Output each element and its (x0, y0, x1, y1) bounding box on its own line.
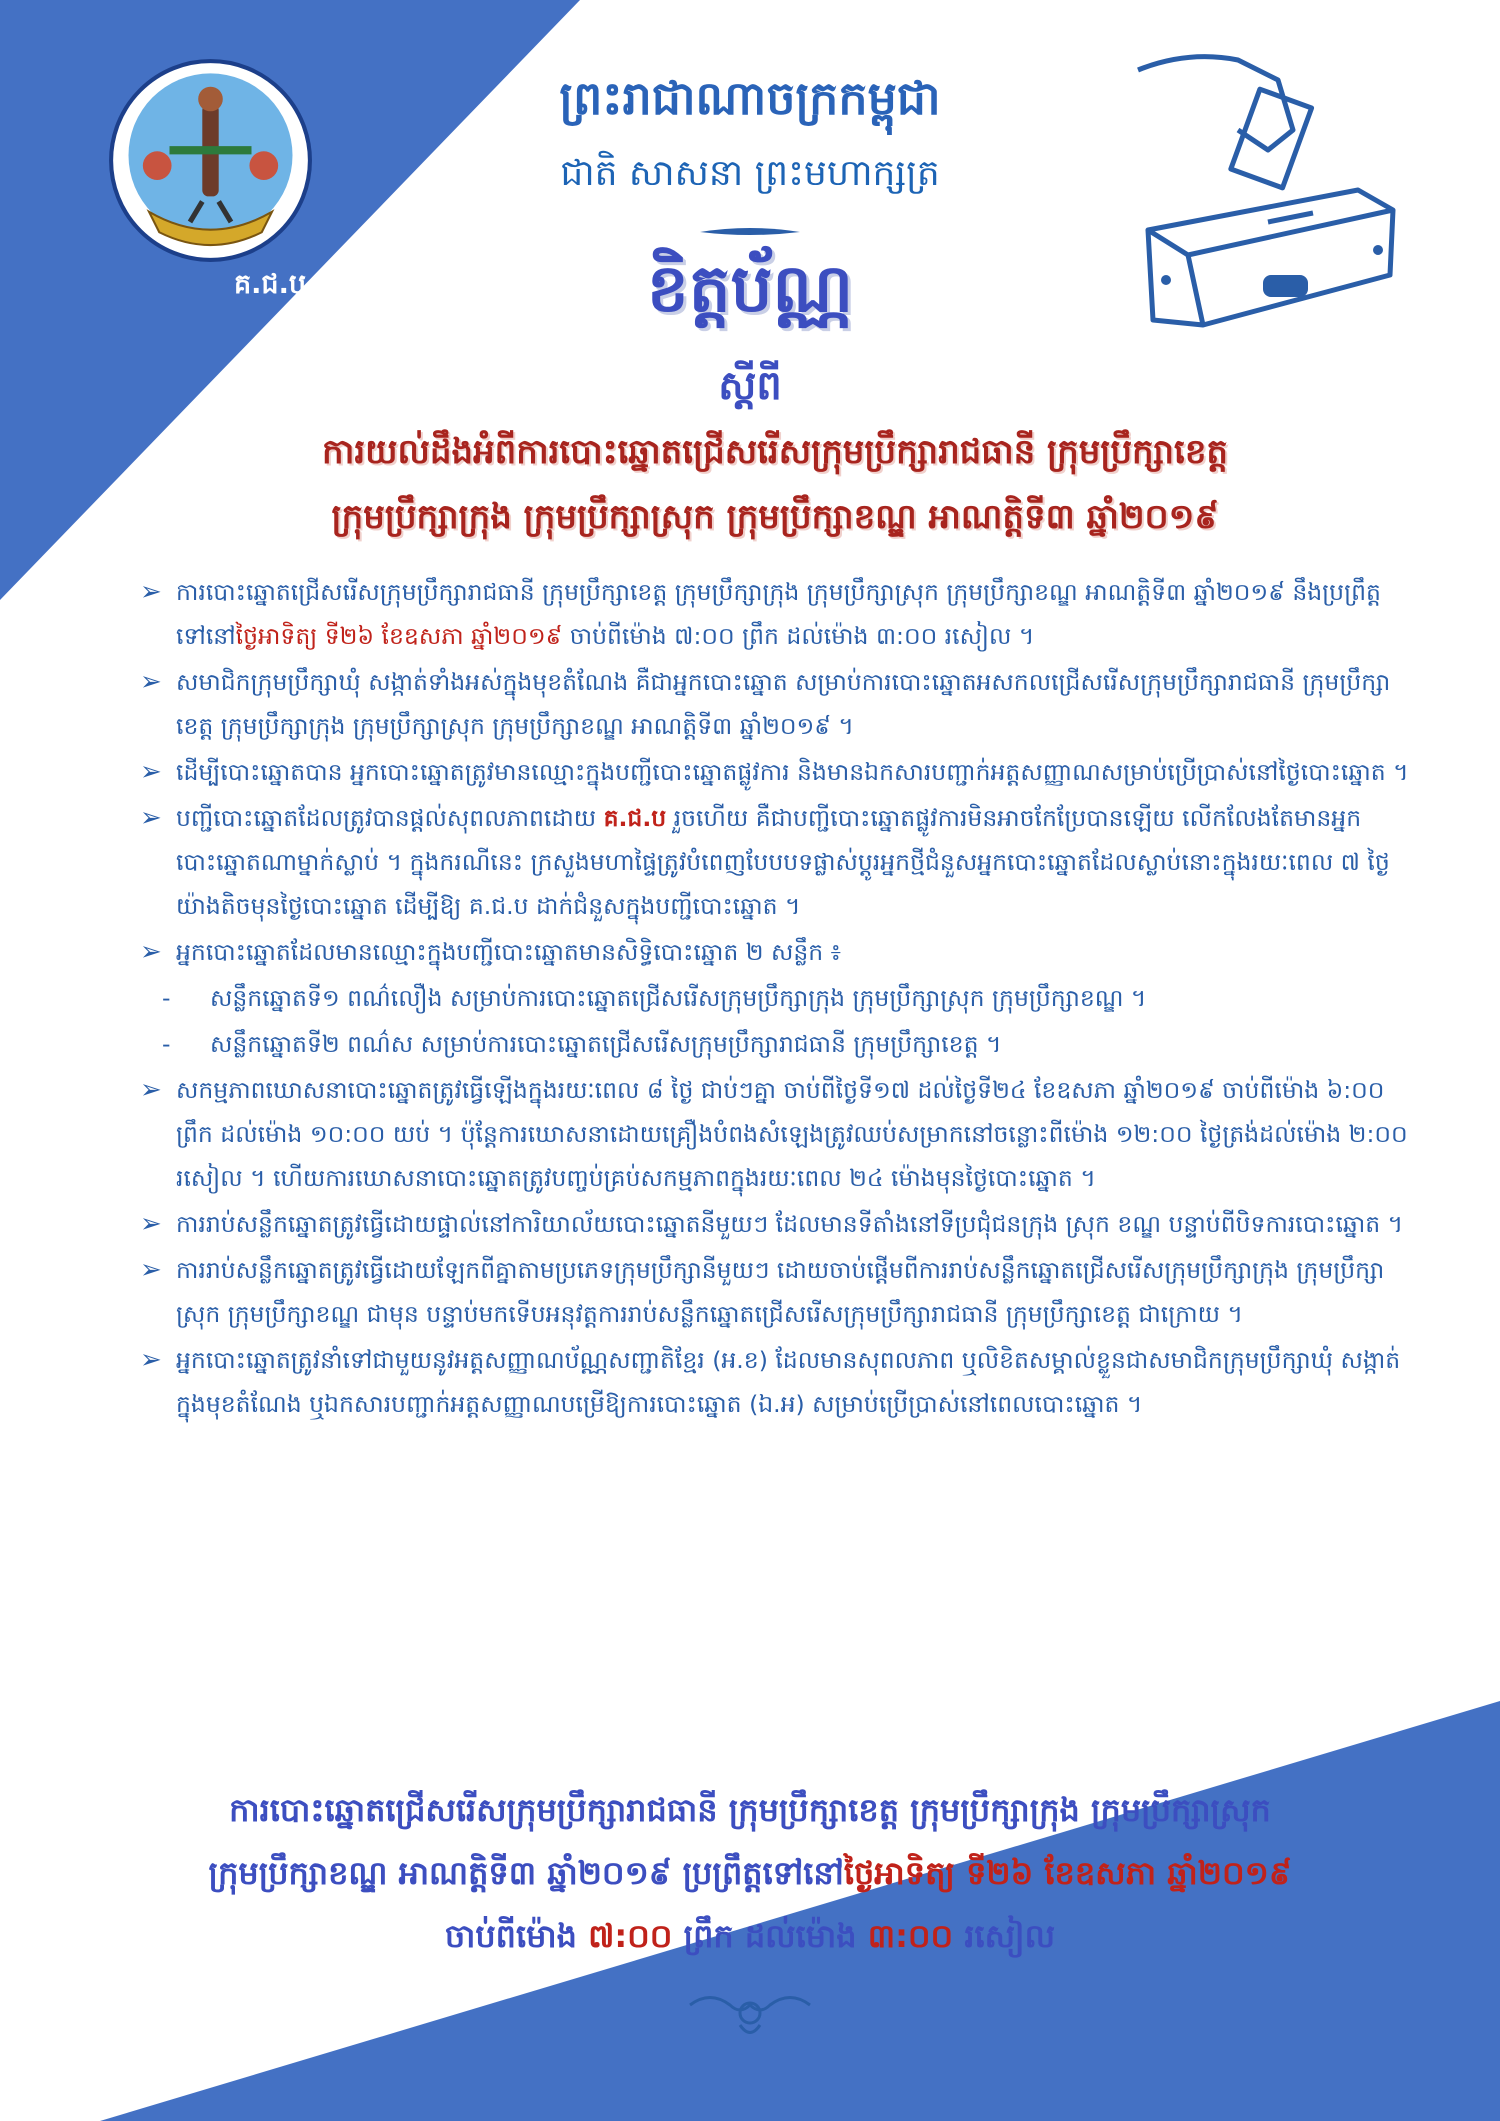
footer-line-1: ការបោះឆ្នោតជ្រើសរើសក្រុមប្រឹក្សារាជធានី ក្រុមប្រឹក្សាខេត្ត ក្រុមប្រឹក្សាក្រុង ក្រុមប្រឹក្សាស្រុក (229, 1791, 1271, 1829)
list-item: ➢ សមាជិកក្រុមប្រឹក្សាឃុំ សង្កាត់ទាំងអស់ក្នុងមុខតំណែង គឺជាអ្នកបោះឆ្នោត សម្រាប់ការបោះឆ្នោតអសកលជ្រើសរើសក្រុមប្រឹក្សារាជធានី ក្រុមប្រឹក្សាខេត្ត ក្រុមប្រឹក្សាក្រុង ក្រុមប្រឹក្សាស្រុក ក្រុមប្រឹក្សាខណ្ឌ អាណត្តិទី៣ ឆ្នាំ២០១៩ ។ (140, 660, 1410, 748)
sub-list-item: - សន្លឹកឆ្នោតទី២ ពណ៌ស សម្រាប់ការបោះឆ្នោតជ្រើសរើសក្រុមប្រឹក្សារាជធានី ក្រុមប្រឹក្សាខេត្ត ។ (162, 1030, 1002, 1058)
highlight-date: ថ្ងៃអាទិត្យ ទី២៦ ខែឧសភា ឆ្នាំ២០១៩ (235, 622, 563, 650)
arrow-icon: ➢ (140, 1255, 162, 1285)
arrow-icon: ➢ (140, 937, 162, 967)
list-item: ➢ អ្នកបោះឆ្នោតត្រូវនាំទៅជាមួយនូវអត្តសញ្ញាណប័ណ្ណសញ្ជាតិខ្មែរ (អ.ខ) ដែលមានសុពលភាព ឬលិខិតសម្គាល់ខ្លួនជាសមាជិកក្រុមប្រឹក្សាឃុំ សង្កាត់ក្នុងមុខតំណែង ឬឯកសារបញ្ជាក់អត្តសញ្ញាណបម្រើឱ្យការបោះឆ្នោត (ឯ.អ) សម្រាប់ប្រើប្រាស់នៅពេលបោះឆ្នោត ។ (140, 1338, 1410, 1426)
arrow-icon: ➢ (140, 1345, 162, 1375)
subject-line-2: ក្រុមប្រឹក្សាក្រុង ក្រុមប្រឹក្សាស្រុក ក្រុមប្រឹក្សាខណ្ឌ អាណត្តិទី៣ ឆ្នាំ២០១៩ (331, 497, 1219, 537)
info-list (140, 570, 1410, 1428)
arrow-icon: ➢ (140, 803, 162, 833)
arrow-icon: ➢ (140, 1075, 162, 1105)
list-item: ➢ ដើម្បីបោះឆ្នោតបាន អ្នកបោះឆ្នោតត្រូវមានឈ្មោះក្នុងបញ្ជីបោះឆ្នោតផ្លូវការ និងមានឯកសារបញ្ជាក់អត្តសញ្ញាណសម្រាប់ប្រើប្រាស់នៅថ្ងៃបោះឆ្នោត ។ (140, 750, 1410, 794)
arrow-icon: ➢ (140, 667, 162, 697)
list-item: ➢ អ្នកបោះឆ្នោតដែលមានឈ្មោះក្នុងបញ្ជីបោះឆ្នោតមានសិទ្ធិបោះឆ្នោត ២ សន្លឹក ៖ (140, 930, 1410, 974)
emblem-code: គ.ជ.ប (234, 269, 306, 300)
arrow-icon: ➢ (140, 577, 162, 607)
list-item: ➢ ការរាប់សន្លឹកឆ្នោតត្រូវធ្វើដោយឡែកពីគ្នាតាមប្រភេទក្រុមប្រឹក្សានីមួយៗ ដោយចាប់ផ្តើមពីការរាប់សន្លឹកឆ្នោតជ្រើសរើសក្រុមប្រឹក្សាក្រុង ក្រុមប្រឹក្សាស្រុក ក្រុមប្រឹក្សាខណ្ឌ ជាមុន បន្ទាប់មកទើបអនុវត្តការរាប់សន្លឹកឆ្នោតជ្រើសរើសក្រុមប្រឹក្សារាជធានី ក្រុមប្រឹក្សាខេត្ត ជាក្រោយ ។ (140, 1248, 1410, 1336)
footer-ornament (680, 1985, 820, 2045)
list-item: ➢ សកម្មភាពឃោសនាបោះឆ្នោតត្រូវធ្វើឡើងក្នុងរយៈពេល ៨ ថ្ងៃ ជាប់ៗគ្នា ចាប់ពីថ្ងៃទី១៧ ដល់ថ្ងៃទី២៤ ខែឧសភា ឆ្នាំ២០១៩ ចាប់ពីម៉ោង ៦:០០ ព្រឹក ដល់ម៉ោង ១០:០០ យប់ ។ ប៉ុន្តែការឃោសនាដោយគ្រឿងបំពងសំឡេងត្រូវឈប់សម្រាកនៅចន្លោះពីម៉ោង ១២:០០ ថ្ងៃត្រង់ដល់ម៉ោង ២:០០ រសៀល ។ ហើយការឃោសនាបោះឆ្នោតត្រូវបញ្ចប់គ្រប់សកម្មភាពក្នុងរយៈពេល ២៤ ម៉ោងមុនថ្ងៃបោះឆ្នោត ។ (140, 1068, 1410, 1200)
subject-line-1: ការយល់ដឹងអំពីការបោះឆ្នោតជ្រើសរើសក្រុមប្រឹក្សារាជធានី ក្រុមប្រឹក្សាខេត្ត (322, 432, 1228, 472)
page-title: ព្រះរាជាណាចក្រកម្ពុជា (559, 71, 941, 125)
sub-list-item: - សន្លឹកឆ្នោតទី១ ពណ៌លឿង សម្រាប់ការបោះឆ្នោតជ្រើសរើសក្រុមប្រឹក្សាក្រុង ក្រុមប្រឹក្សាស្រុក ក្រុមប្រឹក្សាខណ្ឌ ។ (162, 984, 1147, 1012)
divider-ornament (700, 226, 800, 238)
list-item: ➢ ការរាប់សន្លឹកឆ្នោតត្រូវធ្វើដោយផ្ទាល់នៅការិយាល័យបោះឆ្នោតនីមួយៗ ដែលមានទីតាំងនៅទីប្រជុំជនក្រុង ស្រុក ខណ្ឌ បន្ទាប់ពីបិទការបោះឆ្នោត ។ (140, 1202, 1410, 1246)
footer-line-3: ចាប់ពីម៉ោង ៧:០០ ព្រឹក ដល់ម៉ោង ៣:០០ រសៀល (444, 1917, 1056, 1955)
arrow-icon: ➢ (140, 757, 162, 787)
footer-date: ថ្ងៃអាទិត្យ ទី២៦ ខែឧសភា ឆ្នាំ២០១៩ (843, 1854, 1292, 1892)
nec-emblem (108, 58, 313, 263)
arrow-icon: ➢ (140, 1209, 162, 1239)
footer-line-2: ក្រុមប្រឹក្សាខណ្ឌ អាណត្តិទី៣ ឆ្នាំ២០១៩ ប្រព្រឹត្តទៅនៅថ្ងៃអាទិត្យ ទី២៦ ខែឧសភា ឆ្នាំ២០១៩ (208, 1854, 1292, 1892)
list-item: ➢ បញ្ជីបោះឆ្នោតដែលត្រូវបានផ្តល់សុពលភាពដោយ គ.ជ.ប រួចហើយ គឺជាបញ្ជីបោះឆ្នោតផ្លូវការមិនអាចកែប្រែបានឡើយ លើកលែងតែមានអ្នកបោះឆ្នោតណាម្នាក់ស្លាប់ ។ ក្នុងករណីនេះ ក្រសួងមហាផ្ទៃត្រូវបំពេញបែបបទផ្លាស់ប្តូរអ្នកថ្មីជំនួសអ្នកបោះឆ្នោតដែលស្លាប់នោះក្នុងរយៈពេល ៧ ថ្ងៃ យ៉ាងតិចមុនថ្ងៃបោះឆ្នោត ដើម្បីឱ្យ គ.ជ.ប ដាក់ជំនួសក្នុងបញ្ជីបោះឆ្នោត ។ (140, 796, 1410, 928)
ballot-box-icon (1128, 40, 1398, 330)
document-heading: ខិត្តប័ណ្ណ (646, 250, 854, 327)
highlight-nec: គ.ជ.ប (603, 804, 667, 832)
list-item: ➢ ការបោះឆ្នោតជ្រើសរើសក្រុមប្រឹក្សារាជធានី ក្រុមប្រឹក្សាខេត្ត ក្រុមប្រឹក្សាក្រុង ក្រុមប្រឹក្សាស្រុក ក្រុមប្រឹក្សាខណ្ឌ អាណត្តិទី៣ ឆ្នាំ២០១៩ នឹងប្រព្រឹត្តទៅនៅថ្ងៃអាទិត្យ ទី២៦ ខែឧសភា ឆ្នាំ២០១៩ ចាប់ពីម៉ោង ៧:០០ ព្រឹក ដល់ម៉ោង ៣:០០ រសៀល ។ (140, 570, 1410, 658)
document-subheading: ស្តីពី (718, 363, 782, 409)
motto: ជាតិ សាសនា ព្រះមហាក្សត្រ (560, 153, 940, 194)
